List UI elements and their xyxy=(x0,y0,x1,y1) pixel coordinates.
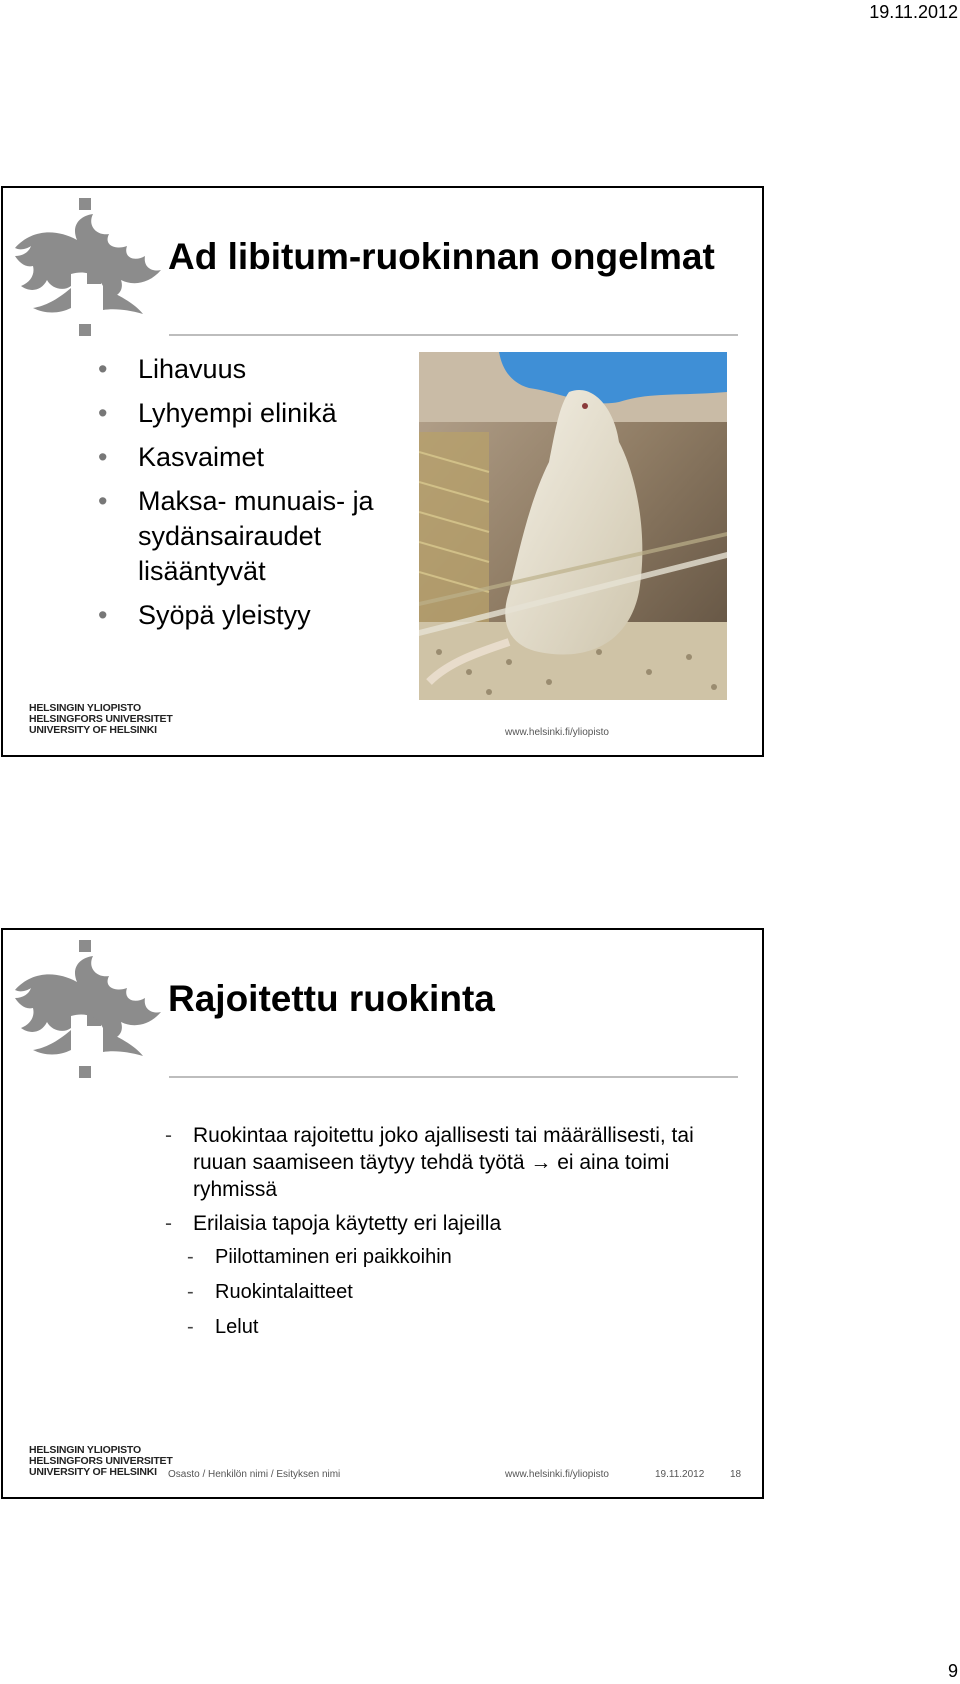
sub-list-item: - Ruokintalaitteet xyxy=(187,1281,353,1303)
slide-title: Ad libitum-ruokinnan ongelmat xyxy=(168,236,715,277)
bullet-mark: • xyxy=(98,398,108,428)
rat-photo xyxy=(419,352,727,700)
bullet-mark: • xyxy=(98,600,108,630)
list-item: • Syöpä yleistyy xyxy=(98,598,418,633)
list-item: - Ruokintaa rajoitettu joko ajallisesti tai määrällisesti, tai ruuan saamiseen täytyy tehdä työtä → ei aina toimi ryhmissä xyxy=(165,1124,694,1201)
slide-ad-libitum xyxy=(1,186,764,757)
list-item: • Lihavuus xyxy=(98,352,418,387)
footer-slide-number: 18 xyxy=(730,1469,742,1480)
list-item: • Lyhyempi elinikä xyxy=(98,396,418,431)
helsinki-flame-logo-icon xyxy=(11,196,163,338)
sub-list-item: - Piilottaminen eri paikkoihin xyxy=(187,1246,452,1268)
sub-list-item: - Lelut xyxy=(187,1316,259,1338)
list-item: - Erilaisia tapoja käytetty eri lajeilla xyxy=(165,1212,502,1235)
list-item: • Maksa- munuais- ja sydänsairaudet lisääntyvät xyxy=(98,486,374,586)
dash-list xyxy=(163,1122,743,1349)
bullet-list xyxy=(98,352,418,642)
footer-url: www.helsinki.fi/yliopisto xyxy=(505,1469,609,1480)
page-date: 19.11.2012 xyxy=(869,2,958,22)
footer-department: Osasto / Henkilön nimi / Esityksen nimi xyxy=(168,1469,341,1480)
helsinki-flame-logo-icon xyxy=(11,938,163,1080)
slide-title: Rajoitettu ruokinta xyxy=(168,978,495,1019)
bullet-mark: • xyxy=(98,486,108,516)
university-logo: HELSINGIN YLIOPISTO HELSINGFORS UNIVERSITET UNIVERSITY OF HELSINKI xyxy=(29,1444,173,1478)
university-logo: HELSINGIN YLIOPISTO HELSINGFORS UNIVERSITET UNIVERSITY OF HELSINKI xyxy=(29,702,173,736)
title-divider xyxy=(169,334,738,336)
slide-rajoitettu-ruokinta xyxy=(1,928,764,1499)
list-item: • Kasvaimet xyxy=(98,440,418,475)
title-divider xyxy=(169,1076,738,1078)
footer-url: www.helsinki.fi/yliopisto xyxy=(505,727,609,738)
bullet-mark: • xyxy=(98,442,108,472)
bullet-mark: • xyxy=(98,354,108,384)
page-number: 9 xyxy=(947,1661,958,1681)
footer-date: 19.11.2012 xyxy=(655,1469,705,1480)
